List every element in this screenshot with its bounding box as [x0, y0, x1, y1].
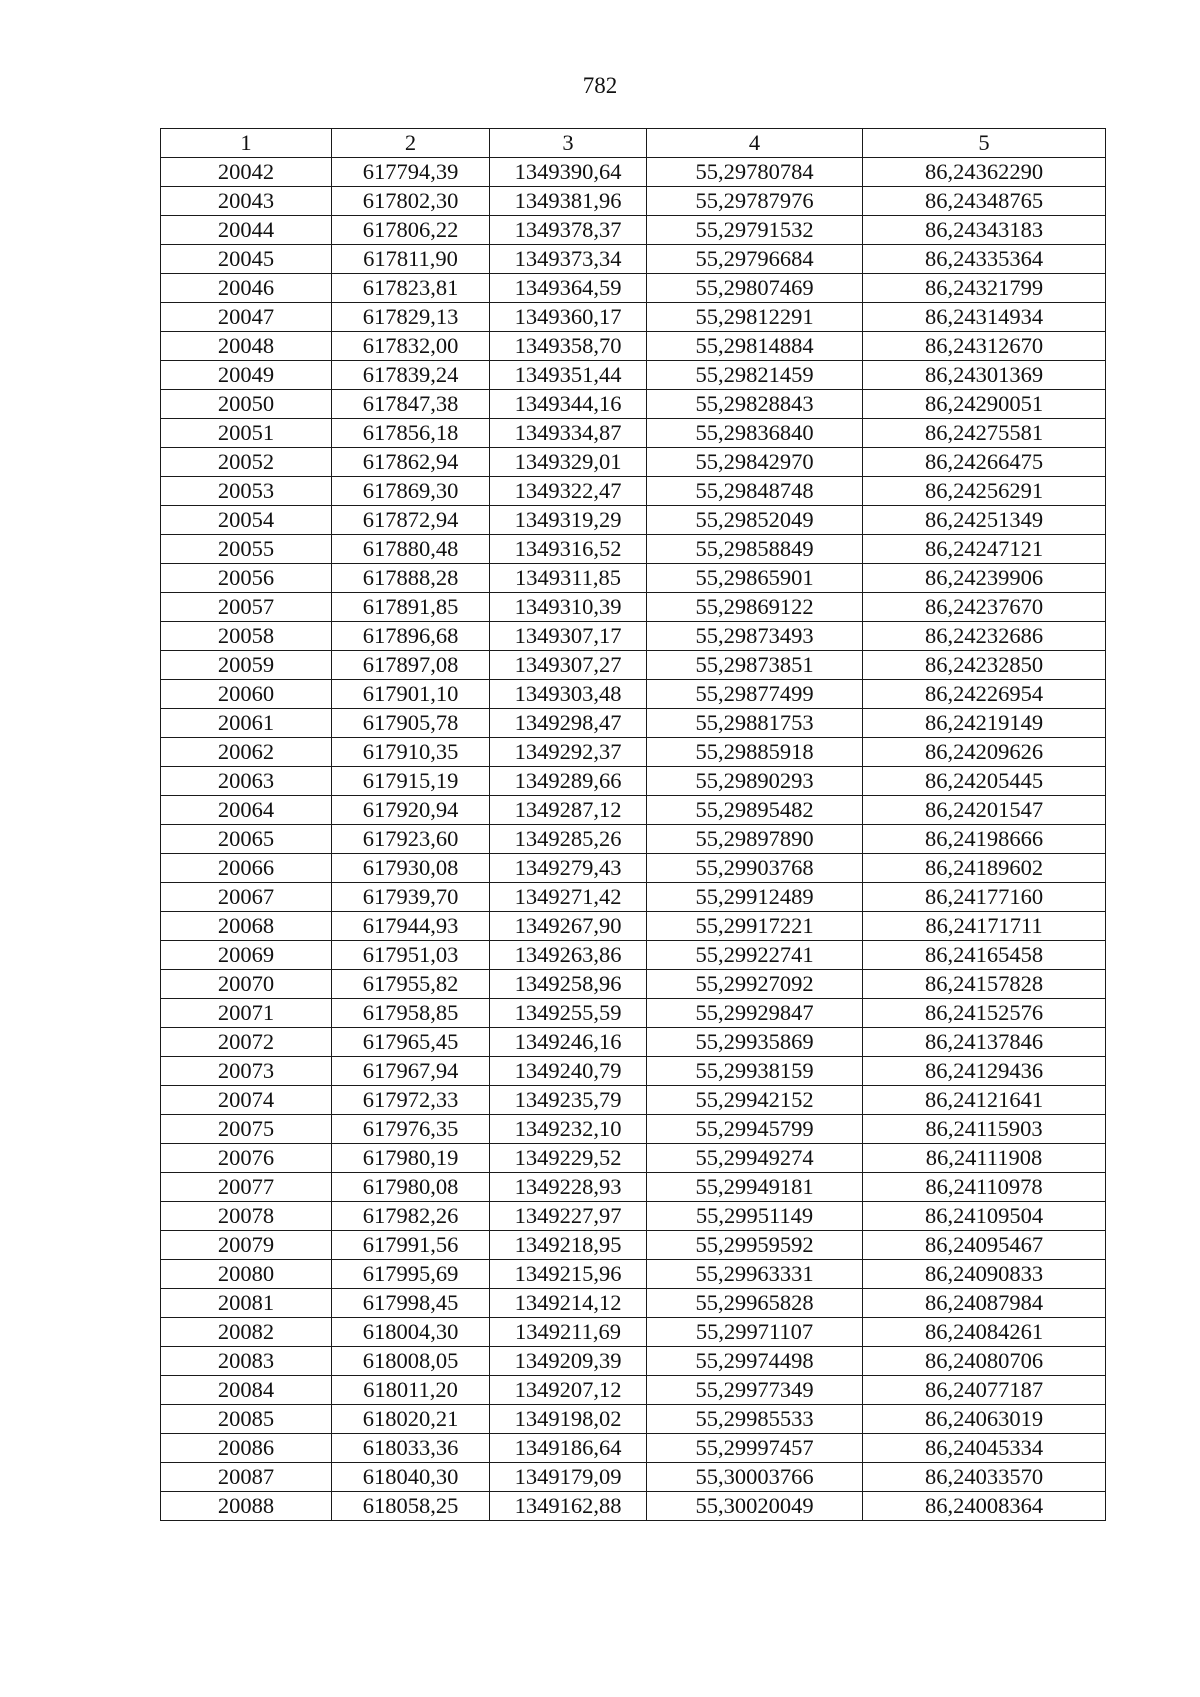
- table-row: [161, 303, 1106, 332]
- table-cell: 618040,30: [332, 1463, 490, 1492]
- table-cell: 55,29836840: [647, 419, 863, 448]
- table-cell: 55,29945799: [647, 1115, 863, 1144]
- table-cell: 55,29971107: [647, 1318, 863, 1347]
- table-row: [161, 999, 1106, 1028]
- table-cell: 86,24232850: [863, 651, 1106, 680]
- table-cell: 86,24219149: [863, 709, 1106, 738]
- table-cell: 55,29842970: [647, 448, 863, 477]
- table-cell: 86,24008364: [863, 1492, 1106, 1521]
- table-cell: 1349292,37: [490, 738, 647, 767]
- table-row: [161, 680, 1106, 709]
- table-cell: 1349390,64: [490, 158, 647, 187]
- table-cell: 1349285,26: [490, 825, 647, 854]
- table-cell: 617967,94: [332, 1057, 490, 1086]
- table-cell: 20062: [161, 738, 332, 767]
- table-cell: 1349218,95: [490, 1231, 647, 1260]
- table-cell: 86,24045334: [863, 1434, 1106, 1463]
- table-cell: 55,29828843: [647, 390, 863, 419]
- table-cell: 86,24226954: [863, 680, 1106, 709]
- table-cell: 20061: [161, 709, 332, 738]
- table-cell: 20065: [161, 825, 332, 854]
- table-cell: 617794,39: [332, 158, 490, 187]
- table-cell: 1349279,43: [490, 854, 647, 883]
- table-cell: 617891,85: [332, 593, 490, 622]
- table-cell: 1349227,97: [490, 1202, 647, 1231]
- table-row: [161, 1086, 1106, 1115]
- table-cell: 618058,25: [332, 1492, 490, 1521]
- table-cell: 1349289,66: [490, 767, 647, 796]
- table-cell: 617888,28: [332, 564, 490, 593]
- table-cell: 20054: [161, 506, 332, 535]
- table-row: [161, 1376, 1106, 1405]
- table-row: [161, 1492, 1106, 1521]
- table-cell: 86,24129436: [863, 1057, 1106, 1086]
- table-row: [161, 216, 1106, 245]
- table-cell: 55,29873493: [647, 622, 863, 651]
- table-cell: 86,24111908: [863, 1144, 1106, 1173]
- table-cell: 55,29812291: [647, 303, 863, 332]
- table-cell: 20050: [161, 390, 332, 419]
- table-cell: 618008,05: [332, 1347, 490, 1376]
- table-cell: 1349364,59: [490, 274, 647, 303]
- table-cell: 617832,00: [332, 332, 490, 361]
- table-cell: 86,24171711: [863, 912, 1106, 941]
- table-cell: 20052: [161, 448, 332, 477]
- table-cell: 86,24362290: [863, 158, 1106, 187]
- table-cell: 55,29951149: [647, 1202, 863, 1231]
- table-cell: 86,24251349: [863, 506, 1106, 535]
- table-cell: 20049: [161, 361, 332, 390]
- table-cell: 617811,90: [332, 245, 490, 274]
- table-cell: 55,29848748: [647, 477, 863, 506]
- table-cell: 20048: [161, 332, 332, 361]
- table-cell: 1349378,37: [490, 216, 647, 245]
- table-cell: 86,24177160: [863, 883, 1106, 912]
- table-row: [161, 1289, 1106, 1318]
- table-cell: 86,24335364: [863, 245, 1106, 274]
- table-cell: 1349214,12: [490, 1289, 647, 1318]
- table-cell: 617901,10: [332, 680, 490, 709]
- column-header: 5: [863, 129, 1106, 158]
- table-cell: 86,24152576: [863, 999, 1106, 1028]
- table-cell: 55,29865901: [647, 564, 863, 593]
- table-cell: 617995,69: [332, 1260, 490, 1289]
- table-cell: 55,29807469: [647, 274, 863, 303]
- table-row: [161, 593, 1106, 622]
- table-row: [161, 1057, 1106, 1086]
- table-cell: 86,24301369: [863, 361, 1106, 390]
- table-cell: 1349351,44: [490, 361, 647, 390]
- table-cell: 86,24201547: [863, 796, 1106, 825]
- table-cell: 617976,35: [332, 1115, 490, 1144]
- table-cell: 86,24348765: [863, 187, 1106, 216]
- table-row: [161, 767, 1106, 796]
- table-cell: 55,29897890: [647, 825, 863, 854]
- table-row: [161, 419, 1106, 448]
- table-cell: 1349240,79: [490, 1057, 647, 1086]
- table-cell: 55,29852049: [647, 506, 863, 535]
- table-row: [161, 709, 1106, 738]
- table-cell: 617955,82: [332, 970, 490, 999]
- table-cell: 55,29959592: [647, 1231, 863, 1260]
- table-cell: 617823,81: [332, 274, 490, 303]
- table-cell: 20047: [161, 303, 332, 332]
- table-cell: 20055: [161, 535, 332, 564]
- table-row: [161, 622, 1106, 651]
- table-cell: 1349207,12: [490, 1376, 647, 1405]
- table-cell: 20063: [161, 767, 332, 796]
- column-header: 2: [332, 129, 490, 158]
- table-cell: 86,24314934: [863, 303, 1106, 332]
- table-cell: 617829,13: [332, 303, 490, 332]
- table-cell: 86,24077187: [863, 1376, 1106, 1405]
- table-cell: 1349307,17: [490, 622, 647, 651]
- table-cell: 617930,08: [332, 854, 490, 883]
- table-cell: 617915,19: [332, 767, 490, 796]
- table-cell: 20083: [161, 1347, 332, 1376]
- table-cell: 86,24275581: [863, 419, 1106, 448]
- table-cell: 55,29791532: [647, 216, 863, 245]
- table-cell: 617982,26: [332, 1202, 490, 1231]
- table-cell: 1349329,01: [490, 448, 647, 477]
- table-header-row: [161, 129, 1106, 158]
- table-cell: 20072: [161, 1028, 332, 1057]
- table-cell: 1349235,79: [490, 1086, 647, 1115]
- table-cell: 1349303,48: [490, 680, 647, 709]
- table-cell: 55,29903768: [647, 854, 863, 883]
- table-cell: 55,29917221: [647, 912, 863, 941]
- table-cell: 20078: [161, 1202, 332, 1231]
- table-cell: 1349271,42: [490, 883, 647, 912]
- table-row: [161, 274, 1106, 303]
- table-cell: 1349186,64: [490, 1434, 647, 1463]
- table-cell: 1349255,59: [490, 999, 647, 1028]
- table-cell: 1349209,39: [490, 1347, 647, 1376]
- table-cell: 86,24087984: [863, 1289, 1106, 1318]
- table-cell: 617980,19: [332, 1144, 490, 1173]
- table-cell: 55,29935869: [647, 1028, 863, 1057]
- table-cell: 1349319,29: [490, 506, 647, 535]
- table-cell: 86,24205445: [863, 767, 1106, 796]
- table-cell: 55,29974498: [647, 1347, 863, 1376]
- table-cell: 55,29977349: [647, 1376, 863, 1405]
- table-cell: 20043: [161, 187, 332, 216]
- table-cell: 55,29997457: [647, 1434, 863, 1463]
- column-header: 1: [161, 129, 332, 158]
- page-number: 782: [582, 73, 618, 98]
- table-cell: 86,24090833: [863, 1260, 1106, 1289]
- table-cell: 1349215,96: [490, 1260, 647, 1289]
- table-cell: 1349179,09: [490, 1463, 647, 1492]
- table-cell: 86,24232686: [863, 622, 1106, 651]
- table-cell: 617872,94: [332, 506, 490, 535]
- table-row: [161, 651, 1106, 680]
- table-row: [161, 941, 1106, 970]
- table-cell: 617897,08: [332, 651, 490, 680]
- table-cell: 20077: [161, 1173, 332, 1202]
- table-cell: 86,24239906: [863, 564, 1106, 593]
- table-row: [161, 970, 1106, 999]
- table-cell: 1349229,52: [490, 1144, 647, 1173]
- table-cell: 20088: [161, 1492, 332, 1521]
- table-cell: 20076: [161, 1144, 332, 1173]
- table-cell: 55,29929847: [647, 999, 863, 1028]
- table-row: [161, 361, 1106, 390]
- table-row: [161, 1173, 1106, 1202]
- table-row: [161, 883, 1106, 912]
- table-cell: 55,29927092: [647, 970, 863, 999]
- table-cell: 20073: [161, 1057, 332, 1086]
- table-cell: 55,29881753: [647, 709, 863, 738]
- table-cell: 55,29985533: [647, 1405, 863, 1434]
- table-cell: 617847,38: [332, 390, 490, 419]
- table-cell: 55,29890293: [647, 767, 863, 796]
- table-cell: 20067: [161, 883, 332, 912]
- table-cell: 86,24121641: [863, 1086, 1106, 1115]
- table-cell: 617951,03: [332, 941, 490, 970]
- table-cell: 86,24080706: [863, 1347, 1106, 1376]
- table-row: [161, 1260, 1106, 1289]
- table-cell: 55,29949274: [647, 1144, 863, 1173]
- table-cell: 1349381,96: [490, 187, 647, 216]
- table-cell: 1349360,17: [490, 303, 647, 332]
- table-cell: 86,24266475: [863, 448, 1106, 477]
- table-cell: 20046: [161, 274, 332, 303]
- table-cell: 86,24290051: [863, 390, 1106, 419]
- table-cell: 20080: [161, 1260, 332, 1289]
- table-cell: 617923,60: [332, 825, 490, 854]
- table-cell: 86,24198666: [863, 825, 1106, 854]
- table-cell: 1349263,86: [490, 941, 647, 970]
- table-cell: 20044: [161, 216, 332, 245]
- table-cell: 55,29821459: [647, 361, 863, 390]
- table-cell: 55,29858849: [647, 535, 863, 564]
- table-cell: 55,29949181: [647, 1173, 863, 1202]
- table-row: [161, 1318, 1106, 1347]
- table-cell: 20082: [161, 1318, 332, 1347]
- table-cell: 617839,24: [332, 361, 490, 390]
- table-cell: 55,30020049: [647, 1492, 863, 1521]
- table-cell: 1349310,39: [490, 593, 647, 622]
- table-cell: 20085: [161, 1405, 332, 1434]
- table-cell: 20087: [161, 1463, 332, 1492]
- table-cell: 1349267,90: [490, 912, 647, 941]
- table-cell: 617862,94: [332, 448, 490, 477]
- table-cell: 86,24312670: [863, 332, 1106, 361]
- table-cell: 86,24084261: [863, 1318, 1106, 1347]
- table-cell: 20064: [161, 796, 332, 825]
- table-row: [161, 477, 1106, 506]
- table-body: [161, 158, 1106, 1521]
- table-cell: 617905,78: [332, 709, 490, 738]
- table-cell: 617939,70: [332, 883, 490, 912]
- table-cell: 86,24095467: [863, 1231, 1106, 1260]
- table-row: [161, 390, 1106, 419]
- table-cell: 1349344,16: [490, 390, 647, 419]
- table-cell: 20057: [161, 593, 332, 622]
- table-cell: 55,29965828: [647, 1289, 863, 1318]
- table-row: [161, 1405, 1106, 1434]
- table-cell: 20042: [161, 158, 332, 187]
- table-cell: 1349334,87: [490, 419, 647, 448]
- table-cell: 55,29942152: [647, 1086, 863, 1115]
- table-cell: 20045: [161, 245, 332, 274]
- table-cell: 86,24165458: [863, 941, 1106, 970]
- table-row: [161, 187, 1106, 216]
- table-cell: 20084: [161, 1376, 332, 1405]
- table-cell: 1349198,02: [490, 1405, 647, 1434]
- table-row: [161, 1347, 1106, 1376]
- table-cell: 55,29780784: [647, 158, 863, 187]
- table-cell: 86,24157828: [863, 970, 1106, 999]
- table-cell: 55,29814884: [647, 332, 863, 361]
- table-cell: 20053: [161, 477, 332, 506]
- table-row: [161, 332, 1106, 361]
- table-cell: 20066: [161, 854, 332, 883]
- table-row: [161, 912, 1106, 941]
- table-cell: 1349373,34: [490, 245, 647, 274]
- table-cell: 86,24137846: [863, 1028, 1106, 1057]
- table-cell: 617802,30: [332, 187, 490, 216]
- table-cell: 1349228,93: [490, 1173, 647, 1202]
- table-cell: 1349211,69: [490, 1318, 647, 1347]
- table-cell: 20081: [161, 1289, 332, 1318]
- table-cell: 617972,33: [332, 1086, 490, 1115]
- table-cell: 618011,20: [332, 1376, 490, 1405]
- table-cell: 86,24189602: [863, 854, 1106, 883]
- table-cell: 86,24109504: [863, 1202, 1106, 1231]
- table-cell: 1349307,27: [490, 651, 647, 680]
- table-cell: 20070: [161, 970, 332, 999]
- table-row: [161, 796, 1106, 825]
- table-cell: 55,29922741: [647, 941, 863, 970]
- table-row: [161, 1231, 1106, 1260]
- table-cell: 617920,94: [332, 796, 490, 825]
- table-cell: 86,24110978: [863, 1173, 1106, 1202]
- table-cell: 20059: [161, 651, 332, 680]
- table-cell: 1349258,96: [490, 970, 647, 999]
- table-cell: 1349246,16: [490, 1028, 647, 1057]
- table-cell: 86,24033570: [863, 1463, 1106, 1492]
- table-cell: 55,29885918: [647, 738, 863, 767]
- table-cell: 617896,68: [332, 622, 490, 651]
- table-cell: 617856,18: [332, 419, 490, 448]
- table-row: [161, 738, 1106, 767]
- table-cell: 618033,36: [332, 1434, 490, 1463]
- table-cell: 1349316,52: [490, 535, 647, 564]
- table-cell: 55,29912489: [647, 883, 863, 912]
- table-cell: 1349311,85: [490, 564, 647, 593]
- table-cell: 55,29796684: [647, 245, 863, 274]
- table-cell: 1349162,88: [490, 1492, 647, 1521]
- coordinates-table: [160, 128, 1106, 1521]
- table-cell: 617869,30: [332, 477, 490, 506]
- table-row: [161, 1434, 1106, 1463]
- table-cell: 617958,85: [332, 999, 490, 1028]
- table-cell: 20056: [161, 564, 332, 593]
- table-cell: 55,29869122: [647, 593, 863, 622]
- table-cell: 20068: [161, 912, 332, 941]
- table-cell: 55,29963331: [647, 1260, 863, 1289]
- table-cell: 1349298,47: [490, 709, 647, 738]
- table-cell: 20075: [161, 1115, 332, 1144]
- table-cell: 618004,30: [332, 1318, 490, 1347]
- table-cell: 55,29877499: [647, 680, 863, 709]
- table-cell: 20060: [161, 680, 332, 709]
- table-cell: 617991,56: [332, 1231, 490, 1260]
- table-cell: 1349322,47: [490, 477, 647, 506]
- table-row: [161, 854, 1106, 883]
- table-cell: 55,29873851: [647, 651, 863, 680]
- table-row: [161, 1028, 1106, 1057]
- table-cell: 20058: [161, 622, 332, 651]
- table-cell: 20074: [161, 1086, 332, 1115]
- table-cell: 20051: [161, 419, 332, 448]
- table-cell: 55,29895482: [647, 796, 863, 825]
- table-cell: 617944,93: [332, 912, 490, 941]
- table-cell: 617980,08: [332, 1173, 490, 1202]
- table-cell: 86,24256291: [863, 477, 1106, 506]
- table-row: [161, 506, 1106, 535]
- table-cell: 617806,22: [332, 216, 490, 245]
- table-cell: 617965,45: [332, 1028, 490, 1057]
- table-row: [161, 1463, 1106, 1492]
- table-cell: 20086: [161, 1434, 332, 1463]
- table-cell: 1349232,10: [490, 1115, 647, 1144]
- table-cell: 618020,21: [332, 1405, 490, 1434]
- table-cell: 617998,45: [332, 1289, 490, 1318]
- table-cell: 86,24209626: [863, 738, 1106, 767]
- table-cell: 617880,48: [332, 535, 490, 564]
- table-row: [161, 825, 1106, 854]
- table-row: [161, 1115, 1106, 1144]
- table-cell: 20071: [161, 999, 332, 1028]
- table-cell: 55,30003766: [647, 1463, 863, 1492]
- table-cell: 86,24247121: [863, 535, 1106, 564]
- table-row: [161, 1202, 1106, 1231]
- table-row: [161, 1144, 1106, 1173]
- table-row: [161, 564, 1106, 593]
- column-header: 3: [490, 129, 647, 158]
- column-header: 4: [647, 129, 863, 158]
- table-cell: 86,24343183: [863, 216, 1106, 245]
- table-row: [161, 448, 1106, 477]
- table-cell: 20079: [161, 1231, 332, 1260]
- table-cell: 1349287,12: [490, 796, 647, 825]
- table-row: [161, 245, 1106, 274]
- table-cell: 1349358,70: [490, 332, 647, 361]
- table-cell: 55,29787976: [647, 187, 863, 216]
- table-cell: 86,24063019: [863, 1405, 1106, 1434]
- table-cell: 617910,35: [332, 738, 490, 767]
- table-cell: 86,24115903: [863, 1115, 1106, 1144]
- table-cell: 55,29938159: [647, 1057, 863, 1086]
- table-cell: 20069: [161, 941, 332, 970]
- table-cell: 86,24321799: [863, 274, 1106, 303]
- table-row: [161, 535, 1106, 564]
- table-cell: 86,24237670: [863, 593, 1106, 622]
- table-row: [161, 158, 1106, 187]
